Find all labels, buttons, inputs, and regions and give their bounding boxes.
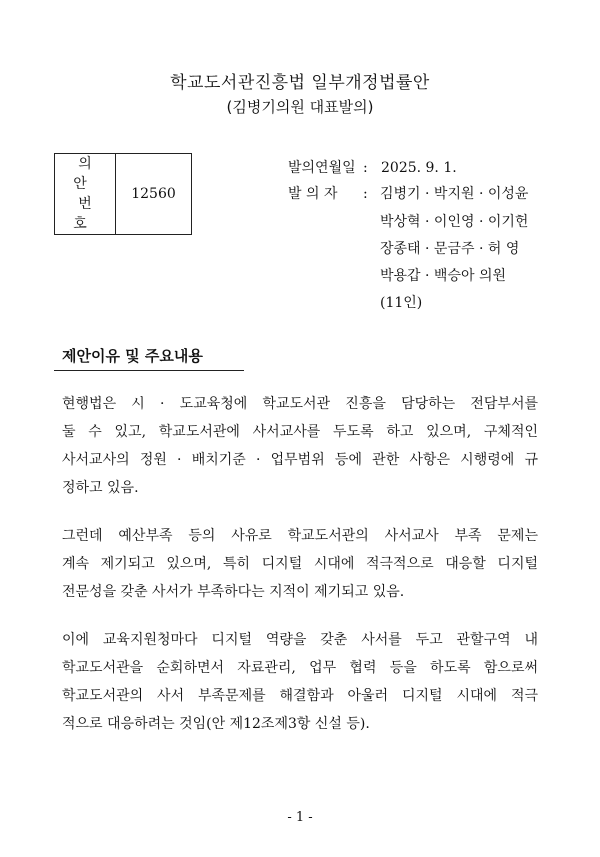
paragraph-reason	[62, 390, 538, 502]
paragraph-line: 정하고 있음.	[62, 480, 139, 496]
page-number: - 1 -	[287, 810, 313, 825]
paragraph-proposal	[62, 626, 538, 738]
proposer-line: 장종태 · 문금주 · 허 영	[380, 241, 520, 257]
colon: :	[363, 186, 368, 202]
proposal-date-label: 발의연월일	[288, 160, 356, 176]
proposer-label: 발 의 자	[288, 186, 338, 202]
proposer-row	[288, 183, 381, 203]
bill-number-box	[54, 153, 192, 235]
section-heading: 제안이유 및 주요내용	[62, 347, 203, 365]
paragraph-line: 현행법은 시 · 도교육청에 학교도서관 진흥을 담당하는 전담부서를	[62, 396, 538, 412]
proposal-date-row	[288, 157, 457, 177]
proposer-line: 김병기 · 박지원 · 이성윤	[380, 186, 529, 202]
paragraph-line: 학교도서관을 순회하면서 자료관리, 업무 협력 등을 하도록 함으로써	[62, 660, 538, 676]
paragraph-line: 적으로 대응하려는 것임(안 제12조제3항 신설 등).	[62, 716, 370, 732]
paragraph-line: 둘 수 있고, 학교도서관에 사서교사를 두도록 하고 있으며, 구체적인	[62, 424, 538, 440]
paragraph-line: 이에 교육지원청마다 디지털 역량을 갖춘 사서를 두고 관할구역 내	[62, 632, 538, 648]
proposer-line: 박용갑 · 백승아 의원	[380, 268, 506, 284]
paragraph-problem	[62, 522, 538, 606]
proposal-date-value: 2025. 9. 1.	[381, 160, 457, 176]
bill-label-line2: 번 호	[73, 196, 102, 232]
proposer-count: (11인)	[380, 295, 423, 311]
bill-number-value: 12560	[116, 154, 192, 235]
paragraph-line: 전문성을 갖춘 사서가 부족하다는 지적이 제기되고 있음.	[62, 584, 405, 600]
bill-number-label	[55, 154, 116, 235]
paragraph-line: 사서교사의 정원 · 배치기준 · 업무범위 등에 관한 사항은 시행령에 규	[62, 452, 538, 468]
document-subtitle: (김병기의원 대표발의)	[226, 98, 374, 116]
bill-label-line1: 의 안	[73, 156, 102, 192]
proposer-line: 박상혁 · 이인영 · 이기헌	[380, 214, 529, 230]
document-title: 학교도서관진흥법 일부개정법률안	[170, 73, 430, 93]
section-underline	[54, 370, 244, 371]
paragraph-line: 계속 제기되고 있으며, 특히 디지털 시대에 적극적으로 대응할 디지털	[62, 556, 538, 572]
colon: :	[363, 160, 368, 176]
paragraph-line: 학교도서관의 사서 부족문제를 해결함과 아울러 디지털 시대에 적극	[62, 688, 538, 704]
paragraph-line: 그런데 예산부족 등의 사유로 학교도서관의 사서교사 부족 문제는	[62, 528, 538, 544]
